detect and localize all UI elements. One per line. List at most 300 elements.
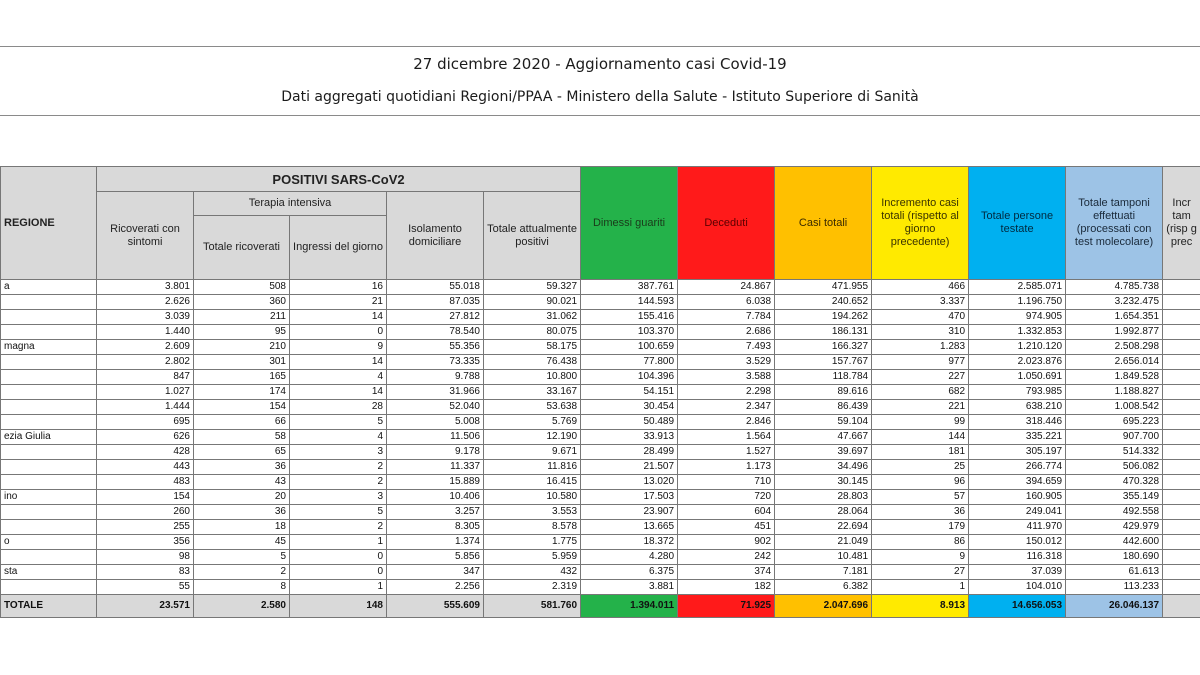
value-cell: 1.332.853 <box>969 325 1066 340</box>
value-cell: 3.529 <box>678 355 775 370</box>
header-isolamento: Isolamento domiciliare <box>387 192 484 280</box>
table-row <box>1 430 1200 445</box>
incremento-tamponi-cell <box>1163 415 1200 430</box>
table-row <box>1 310 1200 325</box>
value-cell: 1.196.750 <box>969 295 1066 310</box>
value-cell: 2.047.696 <box>775 595 872 618</box>
value-cell: 36 <box>872 505 969 520</box>
value-cell: 429.979 <box>1066 520 1163 535</box>
incremento-tamponi-cell <box>1163 310 1200 325</box>
value-cell: 18.372 <box>581 535 678 550</box>
value-cell: 21.049 <box>775 535 872 550</box>
incremento-tamponi-cell <box>1163 385 1200 400</box>
value-cell: 2 <box>290 520 387 535</box>
regione-cell: magna <box>1 340 97 355</box>
table-row <box>1 505 1200 520</box>
value-cell: 116.318 <box>969 550 1066 565</box>
value-cell: 100.659 <box>581 340 678 355</box>
totale-row <box>1 595 1200 618</box>
incremento-tamponi-cell <box>1163 535 1200 550</box>
table-row <box>1 460 1200 475</box>
regione-cell <box>1 505 97 520</box>
value-cell: 356 <box>97 535 194 550</box>
value-cell: 2 <box>290 460 387 475</box>
value-cell: 2.802 <box>97 355 194 370</box>
value-cell: 240.652 <box>775 295 872 310</box>
value-cell: 9.178 <box>387 445 484 460</box>
header-casi-totali: Casi totali <box>775 167 872 280</box>
header-ingressi: Ingressi del giorno <box>290 216 387 280</box>
value-cell: 2.347 <box>678 400 775 415</box>
value-cell: 53.638 <box>484 400 581 415</box>
value-cell: 3.801 <box>97 280 194 295</box>
value-cell: 182 <box>678 580 775 595</box>
table-row <box>1 490 1200 505</box>
bottom-rule <box>0 115 1200 116</box>
value-cell: 514.332 <box>1066 445 1163 460</box>
value-cell: 1.374 <box>387 535 484 550</box>
value-cell: 160.905 <box>969 490 1066 505</box>
value-cell: 1 <box>290 580 387 595</box>
value-cell: 37.039 <box>969 565 1066 580</box>
header-positivi: POSITIVI SARS-CoV2 <box>97 167 581 192</box>
value-cell: 10.481 <box>775 550 872 565</box>
table-row <box>1 475 1200 490</box>
value-cell: 54.151 <box>581 385 678 400</box>
regione-cell <box>1 550 97 565</box>
value-cell: 266.774 <box>969 460 1066 475</box>
incremento-tamponi-cell <box>1163 280 1200 295</box>
table-row <box>1 415 1200 430</box>
value-cell: 2.023.876 <box>969 355 1066 370</box>
header-dimessi-guariti: Dimessi guariti <box>581 167 678 280</box>
header-incremento-casi: Incremento casi totali (rispetto al giorno precedente) <box>872 167 969 280</box>
value-cell: 166.327 <box>775 340 872 355</box>
value-cell: 33.913 <box>581 430 678 445</box>
header-deceduti: Deceduti <box>678 167 775 280</box>
table-row <box>1 520 1200 535</box>
value-cell: 626 <box>97 430 194 445</box>
regione-cell <box>1 520 97 535</box>
value-cell: 30.145 <box>775 475 872 490</box>
value-cell: 78.540 <box>387 325 484 340</box>
value-cell: 181 <box>872 445 969 460</box>
value-cell: 483 <box>97 475 194 490</box>
table-row <box>1 325 1200 340</box>
value-cell: 144 <box>872 430 969 445</box>
incremento-tamponi-cell <box>1163 505 1200 520</box>
regione-cell <box>1 355 97 370</box>
value-cell: 6.375 <box>581 565 678 580</box>
header-regione: REGIONE <box>1 167 97 280</box>
incremento-tamponi-cell <box>1163 565 1200 580</box>
value-cell: 5 <box>194 550 290 565</box>
value-cell: 2.686 <box>678 325 775 340</box>
value-cell: 150.012 <box>969 535 1066 550</box>
regione-cell <box>1 460 97 475</box>
regione-cell <box>1 385 97 400</box>
value-cell: 27.812 <box>387 310 484 325</box>
value-cell: 8.913 <box>872 595 969 618</box>
value-cell: 15.889 <box>387 475 484 490</box>
value-cell: 194.262 <box>775 310 872 325</box>
value-cell: 470 <box>872 310 969 325</box>
value-cell: 43 <box>194 475 290 490</box>
value-cell: 492.558 <box>1066 505 1163 520</box>
value-cell: 3.257 <box>387 505 484 520</box>
value-cell: 21 <box>290 295 387 310</box>
table-row <box>1 280 1200 295</box>
page-subtitle: Dati aggregati quotidiani Regioni/PPAA - Ministero della Salute - Istituto Superiore di Sanità <box>281 89 919 105</box>
value-cell: 3.553 <box>484 505 581 520</box>
value-cell: 2.580 <box>194 595 290 618</box>
value-cell: 180.690 <box>1066 550 1163 565</box>
value-cell: 86 <box>872 535 969 550</box>
value-cell: 34.496 <box>775 460 872 475</box>
incremento-tamponi-cell <box>1163 445 1200 460</box>
value-cell: 31.062 <box>484 310 581 325</box>
value-cell: 1.849.528 <box>1066 370 1163 385</box>
value-cell: 89.616 <box>775 385 872 400</box>
value-cell: 4 <box>290 370 387 385</box>
value-cell: 394.659 <box>969 475 1066 490</box>
regione-cell <box>1 400 97 415</box>
regione-cell <box>1 580 97 595</box>
value-cell: 555.609 <box>387 595 484 618</box>
value-cell: 23.571 <box>97 595 194 618</box>
value-cell: 50.489 <box>581 415 678 430</box>
value-cell: 3.588 <box>678 370 775 385</box>
regione-cell <box>1 475 97 490</box>
value-cell: 318.446 <box>969 415 1066 430</box>
value-cell: 2.656.014 <box>1066 355 1163 370</box>
value-cell: 221 <box>872 400 969 415</box>
incremento-tamponi-cell <box>1163 295 1200 310</box>
value-cell: 113.233 <box>1066 580 1163 595</box>
incremento-tamponi-cell <box>1163 400 1200 415</box>
value-cell: 1.992.877 <box>1066 325 1163 340</box>
value-cell: 1.527 <box>678 445 775 460</box>
value-cell: 335.221 <box>969 430 1066 445</box>
table-row <box>1 445 1200 460</box>
value-cell: 14 <box>290 355 387 370</box>
value-cell: 16 <box>290 280 387 295</box>
incremento-tamponi-cell <box>1163 460 1200 475</box>
incremento-tamponi-cell <box>1163 430 1200 445</box>
value-cell: 154 <box>194 400 290 415</box>
value-cell: 443 <box>97 460 194 475</box>
value-cell: 90.021 <box>484 295 581 310</box>
value-cell: 104.010 <box>969 580 1066 595</box>
value-cell: 155.416 <box>581 310 678 325</box>
value-cell: 1.440 <box>97 325 194 340</box>
value-cell: 47.667 <box>775 430 872 445</box>
value-cell: 1.210.120 <box>969 340 1066 355</box>
value-cell: 30.454 <box>581 400 678 415</box>
value-cell: 3.881 <box>581 580 678 595</box>
value-cell: 4.785.738 <box>1066 280 1163 295</box>
value-cell: 99 <box>872 415 969 430</box>
regione-cell: ezia Giulia <box>1 430 97 445</box>
value-cell: 1 <box>290 535 387 550</box>
value-cell: 355.149 <box>1066 490 1163 505</box>
regione-cell <box>1 445 97 460</box>
value-cell: 21.507 <box>581 460 678 475</box>
value-cell: 4 <box>290 430 387 445</box>
value-cell: 907.700 <box>1066 430 1163 445</box>
value-cell: 720 <box>678 490 775 505</box>
value-cell: 604 <box>678 505 775 520</box>
value-cell: 55 <box>97 580 194 595</box>
value-cell: 9 <box>290 340 387 355</box>
header-terapia-intensiva: Terapia intensiva <box>194 192 387 216</box>
value-cell: 3 <box>290 490 387 505</box>
header-tamponi: Totale tamponi effettuati (processati con test molecolare) <box>1066 167 1163 280</box>
value-cell: 24.867 <box>678 280 775 295</box>
value-cell: 10.406 <box>387 490 484 505</box>
regione-cell <box>1 295 97 310</box>
value-cell: 39.697 <box>775 445 872 460</box>
incremento-tamponi-cell <box>1163 475 1200 490</box>
value-cell: 96 <box>872 475 969 490</box>
value-cell: 1.027 <box>97 385 194 400</box>
value-cell: 5.959 <box>484 550 581 565</box>
value-cell: 165 <box>194 370 290 385</box>
value-cell: 3.039 <box>97 310 194 325</box>
value-cell: 581.760 <box>484 595 581 618</box>
value-cell: 55.018 <box>387 280 484 295</box>
value-cell: 1.188.827 <box>1066 385 1163 400</box>
value-cell: 466 <box>872 280 969 295</box>
value-cell: 211 <box>194 310 290 325</box>
value-cell: 682 <box>872 385 969 400</box>
incremento-tamponi-cell <box>1163 520 1200 535</box>
value-cell: 28.803 <box>775 490 872 505</box>
value-cell: 847 <box>97 370 194 385</box>
value-cell: 305.197 <box>969 445 1066 460</box>
value-cell: 144.593 <box>581 295 678 310</box>
value-cell: 1.654.351 <box>1066 310 1163 325</box>
regione-cell <box>1 325 97 340</box>
regione-cell: TOTALE <box>1 595 97 618</box>
value-cell: 13.665 <box>581 520 678 535</box>
value-cell: 59.327 <box>484 280 581 295</box>
value-cell: 2.585.071 <box>969 280 1066 295</box>
value-cell: 249.041 <box>969 505 1066 520</box>
covid-data-table <box>0 166 1200 618</box>
value-cell: 10.580 <box>484 490 581 505</box>
value-cell: 33.167 <box>484 385 581 400</box>
value-cell: 428 <box>97 445 194 460</box>
value-cell: 71.925 <box>678 595 775 618</box>
value-cell: 242 <box>678 550 775 565</box>
value-cell: 73.335 <box>387 355 484 370</box>
value-cell: 36 <box>194 505 290 520</box>
value-cell: 31.966 <box>387 385 484 400</box>
value-cell: 506.082 <box>1066 460 1163 475</box>
value-cell: 432 <box>484 565 581 580</box>
value-cell: 374 <box>678 565 775 580</box>
table-row <box>1 385 1200 400</box>
value-cell: 59.104 <box>775 415 872 430</box>
value-cell: 95 <box>194 325 290 340</box>
covid-table-container <box>0 166 1200 618</box>
incremento-tamponi-cell <box>1163 325 1200 340</box>
value-cell: 174 <box>194 385 290 400</box>
value-cell: 9.788 <box>387 370 484 385</box>
value-cell: 98 <box>97 550 194 565</box>
value-cell: 20 <box>194 490 290 505</box>
value-cell: 7.493 <box>678 340 775 355</box>
value-cell: 1.444 <box>97 400 194 415</box>
value-cell: 5.008 <box>387 415 484 430</box>
value-cell: 80.075 <box>484 325 581 340</box>
value-cell: 14 <box>290 385 387 400</box>
table-row <box>1 400 1200 415</box>
value-cell: 1.283 <box>872 340 969 355</box>
value-cell: 0 <box>290 565 387 580</box>
value-cell: 103.370 <box>581 325 678 340</box>
value-cell: 451 <box>678 520 775 535</box>
value-cell: 347 <box>387 565 484 580</box>
value-cell: 18 <box>194 520 290 535</box>
value-cell: 902 <box>678 535 775 550</box>
table-row <box>1 295 1200 310</box>
table-row <box>1 370 1200 385</box>
header-incremento-tamponi: Incr tam (risp g prec <box>1163 167 1200 280</box>
value-cell: 471.955 <box>775 280 872 295</box>
value-cell: 974.905 <box>969 310 1066 325</box>
value-cell: 301 <box>194 355 290 370</box>
value-cell: 210 <box>194 340 290 355</box>
value-cell: 87.035 <box>387 295 484 310</box>
value-cell: 154 <box>97 490 194 505</box>
value-cell: 5 <box>290 505 387 520</box>
incremento-tamponi-cell <box>1163 580 1200 595</box>
value-cell: 1.008.542 <box>1066 400 1163 415</box>
value-cell: 1.394.011 <box>581 595 678 618</box>
value-cell: 28.499 <box>581 445 678 460</box>
value-cell: 13.020 <box>581 475 678 490</box>
value-cell: 11.337 <box>387 460 484 475</box>
value-cell: 25 <box>872 460 969 475</box>
value-cell: 508 <box>194 280 290 295</box>
value-cell: 148 <box>290 595 387 618</box>
value-cell: 5.769 <box>484 415 581 430</box>
incremento-tamponi-cell <box>1163 370 1200 385</box>
incremento-tamponi-cell <box>1163 340 1200 355</box>
value-cell: 977 <box>872 355 969 370</box>
value-cell: 360 <box>194 295 290 310</box>
value-cell: 4.280 <box>581 550 678 565</box>
value-cell: 77.800 <box>581 355 678 370</box>
value-cell: 65 <box>194 445 290 460</box>
value-cell: 470.328 <box>1066 475 1163 490</box>
value-cell: 793.985 <box>969 385 1066 400</box>
value-cell: 157.767 <box>775 355 872 370</box>
value-cell: 10.800 <box>484 370 581 385</box>
value-cell: 14.656.053 <box>969 595 1066 618</box>
header-ricoverati: Ricoverati con sintomi <box>97 192 194 280</box>
value-cell: 2.319 <box>484 580 581 595</box>
table-row <box>1 535 1200 550</box>
regione-cell: a <box>1 280 97 295</box>
value-cell: 6.038 <box>678 295 775 310</box>
value-cell: 11.506 <box>387 430 484 445</box>
value-cell: 23.907 <box>581 505 678 520</box>
table-row <box>1 340 1200 355</box>
value-cell: 104.396 <box>581 370 678 385</box>
value-cell: 2.256 <box>387 580 484 595</box>
value-cell: 55.356 <box>387 340 484 355</box>
value-cell: 14 <box>290 310 387 325</box>
value-cell: 76.438 <box>484 355 581 370</box>
header-totale-ricoverati: Totale ricoverati <box>194 216 290 280</box>
value-cell: 7.181 <box>775 565 872 580</box>
value-cell: 3 <box>290 445 387 460</box>
value-cell: 387.761 <box>581 280 678 295</box>
value-cell: 58 <box>194 430 290 445</box>
value-cell: 260 <box>97 505 194 520</box>
value-cell: 179 <box>872 520 969 535</box>
regione-cell <box>1 370 97 385</box>
top-rule <box>0 46 1200 47</box>
header-totale-positivi: Totale attualmente positivi <box>484 192 581 280</box>
regione-cell: ino <box>1 490 97 505</box>
regione-cell: sta <box>1 565 97 580</box>
value-cell: 3.337 <box>872 295 969 310</box>
value-cell: 227 <box>872 370 969 385</box>
value-cell: 28 <box>290 400 387 415</box>
value-cell: 695.223 <box>1066 415 1163 430</box>
regione-cell <box>1 310 97 325</box>
value-cell: 1.050.691 <box>969 370 1066 385</box>
regione-cell <box>1 415 97 430</box>
value-cell: 36 <box>194 460 290 475</box>
value-cell: 710 <box>678 475 775 490</box>
incremento-tamponi-cell <box>1163 355 1200 370</box>
value-cell: 5.856 <box>387 550 484 565</box>
value-cell: 8.305 <box>387 520 484 535</box>
table-row <box>1 580 1200 595</box>
value-cell: 66 <box>194 415 290 430</box>
value-cell: 1.173 <box>678 460 775 475</box>
value-cell: 83 <box>97 565 194 580</box>
value-cell: 2.609 <box>97 340 194 355</box>
value-cell: 12.190 <box>484 430 581 445</box>
value-cell: 57 <box>872 490 969 505</box>
value-cell: 695 <box>97 415 194 430</box>
value-cell: 255 <box>97 520 194 535</box>
value-cell: 5 <box>290 415 387 430</box>
value-cell: 3.232.475 <box>1066 295 1163 310</box>
value-cell: 2.846 <box>678 415 775 430</box>
header-persone-testate: Totale persone testate <box>969 167 1066 280</box>
value-cell: 8 <box>194 580 290 595</box>
value-cell: 411.970 <box>969 520 1066 535</box>
value-cell: 9.671 <box>484 445 581 460</box>
value-cell: 58.175 <box>484 340 581 355</box>
value-cell: 17.503 <box>581 490 678 505</box>
incremento-tamponi-cell <box>1163 490 1200 505</box>
value-cell: 86.439 <box>775 400 872 415</box>
value-cell: 310 <box>872 325 969 340</box>
value-cell: 22.694 <box>775 520 872 535</box>
value-cell: 0 <box>290 550 387 565</box>
value-cell: 2 <box>194 565 290 580</box>
value-cell: 118.784 <box>775 370 872 385</box>
value-cell: 1.775 <box>484 535 581 550</box>
